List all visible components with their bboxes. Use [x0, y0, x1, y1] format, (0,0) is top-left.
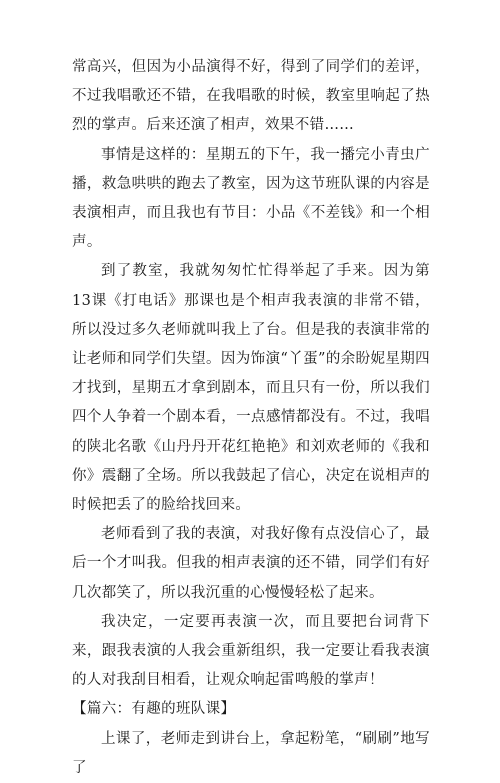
section-heading: 【篇六：有趣的班队课】: [72, 701, 236, 718]
paragraph-2: 事情是这样的：星期五的下午，我一播完小青虫广播，救急哄哄的跑去了教室，因为这节班队课的内容是表演相声，而且我也有节目：小品《不差钱》和一个相声。: [72, 146, 430, 251]
paragraph-6: 上课了，老师走到讲台上，拿起粉笔，“刷刷”地写了: [72, 730, 430, 776]
paragraph-5: 我决定，一定要再表演一次，而且要把台词背下来，跟我表演的人我会重新组织，我一定要让看我表演的人对我刮目相看，让观众响起雷鸣般的掌声！: [72, 613, 430, 689]
paragraph-4: 老师看到了我的表演，对我好像有点没信心了，最后一个才叫我。但我的相声表演的还不错，同学们有好几次都笑了，所以我沉重的心慢慢轻松了起来。: [72, 526, 430, 601]
article-body: [72, 53, 430, 783]
paragraph-3: 到了教室，我就匆匆忙忙得举起了手来。因为第13课《打电话》那课也是个相声我表演的非常不错，所以没过多久老师就叫我上了台。但是我的表演非常的让老师和同学们失望。因为饰演“丫蛋”的余盼妮星期四才找到，星期五才拿到剧本，而且只有一份，所以我们四个人争着一个剧本看，一点感情都没有。不过，我唱的陕北名歌《山丹丹开花红艳艳》和刘欢老师的《我和你》震翻了全场。所以我鼓起了信心，决定在说相声的时候把丢了的脸给找回来。: [72, 263, 430, 514]
paragraph-1: 常高兴，但因为小品演得不好，得到了同学们的差评，不过我唱歌还不错，在我唱歌的时候，教室里响起了热烈的掌声。后来还演了相声，效果不错……: [72, 59, 430, 134]
